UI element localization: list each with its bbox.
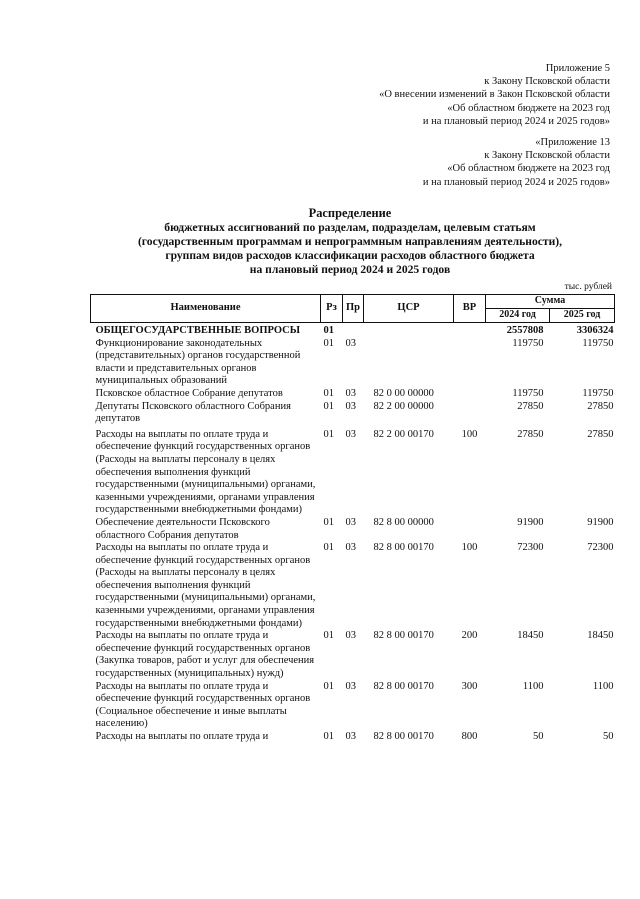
- row-rz: 01: [323, 516, 334, 528]
- row-pr: 03: [345, 387, 356, 399]
- row-2025: 50: [603, 731, 614, 742]
- row-pr: 03: [345, 630, 356, 642]
- row-rz: 01: [323, 542, 334, 554]
- table-row: [91, 630, 615, 680]
- row-csr: [364, 323, 454, 338]
- row-name: Расходы на выплаты по оплате труда и обеспечение функций государственных органов (Закупка товаров, работ и услуг для обеспечения государственных (муниципальных) нужд): [95, 630, 315, 680]
- row-2024: 27850: [517, 428, 544, 440]
- row-2025: 18450: [587, 630, 614, 642]
- header-pr: Пр: [343, 295, 364, 323]
- row-name: Расходы на выплаты по оплате труда и обеспечение функций государственных органов (Расходы на выплаты персоналу в целях обеспечения выполнения функций государственными (муниципальными) органами, казенными учреждениями, органами управления государственными внебюджетными фондами): [95, 542, 316, 629]
- table-row: [91, 426, 615, 517]
- row-vr: [454, 338, 486, 388]
- title-line: на плановый период 2024 и 2025 годов: [249, 263, 451, 276]
- row-2024: 72300: [517, 542, 544, 554]
- table-row: [91, 388, 615, 401]
- row-2025: 27850: [587, 428, 614, 440]
- header-sum: Сумма: [486, 295, 615, 309]
- row-2024: 2557808: [506, 325, 544, 336]
- row-2024: 119750: [512, 337, 544, 349]
- row-csr: 82 8 00 00170: [373, 542, 434, 554]
- annex-line: «Об областном бюджете на 2023 год: [447, 102, 610, 114]
- budget-table: [90, 294, 614, 744]
- row-name: Расходы на выплаты по оплате труда и обеспечение функций государственных органов (Социальное обеспечение и иные выплаты населению): [95, 680, 311, 730]
- row-vr: 300: [461, 680, 478, 692]
- row-rz: 01: [323, 337, 334, 349]
- annex-line: и на плановый период 2024 и 2025 годов»: [422, 176, 610, 188]
- row-2025: 1100: [592, 680, 614, 692]
- row-vr: 100: [461, 542, 478, 554]
- row-csr: 82 8 00 00170: [373, 680, 434, 692]
- table-row: [91, 517, 615, 542]
- row-csr: 82 2 00 00000: [373, 400, 434, 412]
- row-rz: 01: [323, 680, 334, 692]
- row-rz: 01: [323, 731, 334, 742]
- row-pr: 03: [345, 680, 356, 692]
- row-vr: [454, 517, 486, 542]
- title-line: группам видов расходов классификации расходов областного бюджета: [165, 249, 535, 262]
- annex-line: «Об областном бюджете на 2023 год: [447, 163, 610, 175]
- row-name: Обеспечение деятельности Псковского областного Собрания депутатов: [95, 516, 270, 541]
- annex-line: «О внесении изменений в Закон Псковской области: [379, 89, 610, 101]
- row-name: Функционирование законодательных (представительных) органов государственной власти и представительных органов муниципальных образований: [95, 337, 301, 387]
- row-2025: 3306324: [576, 325, 614, 336]
- header-name: Наименование: [91, 295, 321, 323]
- row-pr: 03: [345, 428, 356, 440]
- row-vr: 200: [461, 630, 478, 642]
- row-name: Псковское областное Собрание депутатов: [95, 387, 283, 399]
- row-csr: 82 8 00 00170: [373, 630, 434, 642]
- row-2025: 119750: [582, 387, 614, 399]
- row-pr: 03: [345, 731, 356, 742]
- title-line: бюджетных ассигнований по разделам, подразделам, целевым статьям: [164, 221, 536, 234]
- row-2025: 27850: [587, 400, 614, 412]
- row-rz: 01: [323, 630, 334, 642]
- annex-line: «Приложение 13: [535, 137, 610, 148]
- annex-line: Приложение 5: [545, 63, 610, 74]
- row-pr: 03: [345, 542, 356, 554]
- annex-original-reference: [423, 136, 610, 189]
- row-name: Депутаты Псковского областного Собрания депутатов: [95, 400, 291, 425]
- title-line: (государственным программам и непрограммным направлениям деятельности),: [137, 235, 563, 248]
- row-name: ОБЩЕГОСУДАРСТВЕННЫЕ ВОПРОСЫ: [95, 325, 301, 336]
- header-2025: 2025 год: [550, 309, 615, 323]
- row-name: Расходы на выплаты по оплате труда и: [95, 731, 269, 742]
- header-vr: ВР: [454, 295, 486, 323]
- table-row: [91, 401, 615, 426]
- row-2025: 72300: [587, 542, 614, 554]
- table-row: [91, 542, 615, 630]
- row-pr: [343, 323, 364, 338]
- row-rz: 01: [323, 325, 334, 336]
- row-name: Расходы на выплаты по оплате труда и обеспечение функций государственных органов (Расходы на выплаты персоналу в целях обеспечения выполнения функций государственными (муниципальными) органами, казенными учреждениями, органами управления государственными внебюджетными фондами): [95, 428, 316, 516]
- row-pr: 03: [345, 516, 356, 528]
- row-2024: 18450: [517, 630, 544, 642]
- annex-line: к Закону Псковской области: [484, 150, 610, 162]
- row-pr: 03: [345, 400, 356, 412]
- row-vr: [454, 401, 486, 426]
- annex-current-reference: [379, 62, 610, 128]
- row-csr: 82 8 00 00000: [373, 516, 434, 528]
- header-2024: 2024 год: [486, 309, 550, 323]
- row-vr: [454, 388, 486, 401]
- row-rz: 01: [323, 387, 334, 399]
- row-csr: [364, 338, 454, 388]
- row-vr: 100: [461, 428, 478, 440]
- row-pr: 03: [345, 337, 356, 349]
- annex-line: к Закону Псковской области: [484, 76, 610, 88]
- row-vr: [454, 323, 486, 338]
- row-csr: 82 2 00 00170: [373, 428, 434, 440]
- row-2024: 91900: [517, 516, 544, 528]
- row-vr: 800: [461, 731, 478, 742]
- table-row: [91, 338, 615, 388]
- row-2025: 119750: [582, 337, 614, 349]
- table-row: [91, 323, 615, 338]
- title-heading: Распределение: [308, 206, 392, 220]
- row-rz: 01: [323, 428, 334, 440]
- row-2024: 27850: [517, 400, 544, 412]
- header-csr: ЦСР: [364, 295, 454, 323]
- row-rz: 01: [323, 400, 334, 412]
- header-rz: Рз: [321, 295, 343, 323]
- table-row: [91, 681, 615, 731]
- row-2024: 1100: [522, 680, 544, 692]
- units-label: тыс. рублей: [564, 282, 612, 292]
- row-2024: 50: [533, 731, 544, 742]
- annex-line: и на плановый период 2024 и 2025 годов»: [422, 115, 610, 127]
- row-2024: 119750: [512, 387, 544, 399]
- row-csr: 82 8 00 00170: [373, 731, 434, 742]
- row-csr: 82 0 00 00000: [373, 387, 434, 399]
- row-2025: 91900: [587, 516, 614, 528]
- table-row: [91, 731, 615, 744]
- document-title: [60, 206, 640, 277]
